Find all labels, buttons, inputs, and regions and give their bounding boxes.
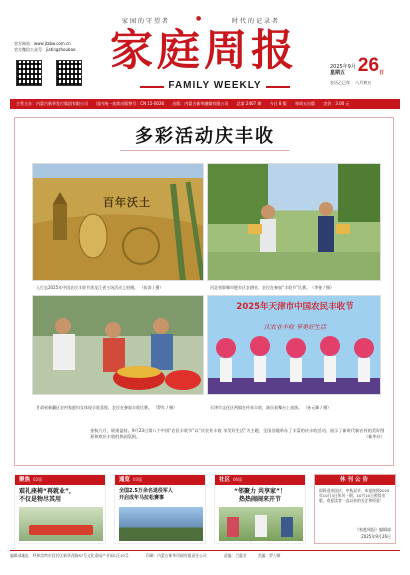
footer-designer: 美编：罗力斯 — [257, 553, 281, 558]
wechat-qr-code[interactable] — [56, 60, 82, 86]
date-box — [330, 56, 392, 85]
rice-field-text: 百年沃土 — [103, 196, 151, 209]
caption-photo-2: 河北省邯郸市肥乡区农耕业，农民在参加“丰收节”比赛。（李斐 / 摄） — [210, 285, 335, 290]
teaser-community[interactable] — [214, 474, 306, 544]
teaser-community-title-1: “邻聚力 共享家”！ — [234, 488, 286, 495]
teaser-focus-header — [15, 475, 105, 485]
lead-paragraph-text: 金秋九月，硕果盈枝。9月23日第八个中国“农民丰收节”以“庆农业丰收 享美好生活”为主题，全国各地举办了丰富的庆丰收活动，展示了新时代新农村的美好图景和欢庆丰收的热闹氛围。 — [90, 428, 385, 439]
footer-bar — [10, 550, 400, 560]
teaser-focus-section: 聚焦 — [19, 477, 31, 483]
publication-info-bar — [10, 99, 400, 109]
title-rule-left — [140, 86, 164, 88]
photo-elders-baskets[interactable] — [32, 295, 204, 395]
teaser-focus-title-1: 艰礼座椅“再就业”， — [19, 488, 75, 495]
teaser-community-header — [215, 475, 305, 485]
rice-field-illustration — [33, 164, 204, 281]
caption-photo-3-credit: （罗红 / 摄） — [153, 405, 178, 410]
caption-photo-3-text: 甘肃省新疆区农村家庭妇女体现丰收喜悦，农民在参加丰收比赛。 — [36, 405, 152, 410]
slogan-right: 时代的记录者 — [232, 18, 281, 25]
caption-photo-4 — [210, 405, 382, 410]
teaser-overview-header — [115, 475, 205, 485]
teaser-overview-section: 通览 — [119, 477, 131, 483]
caption-photo-1-credit: （张涛 / 摄） — [139, 285, 164, 290]
teaser-community-photo — [219, 507, 303, 541]
photo-tianjin-stage[interactable] — [207, 295, 381, 395]
wechat-label: 官方微信公众号：jiatingzhoubao — [14, 47, 76, 52]
caption-photo-4-text: 天津市文化区两镇在传承丰收，演员表舞台上表演。 — [210, 405, 302, 410]
caption-photo-3 — [36, 405, 204, 410]
photo-rice-field-art[interactable] — [32, 163, 204, 281]
teaser-overview-title-1: 全国2.5万余名退役军人 — [119, 488, 173, 494]
teaser-overview-page: 03版 — [133, 477, 143, 482]
website-qr-code[interactable] — [16, 60, 42, 86]
info-cn-number: 国内统一连续出版物号：CN 15-0026 — [96, 101, 165, 106]
caption-photo-1 — [36, 285, 204, 290]
newspaper-title: 家庭周报 — [110, 26, 298, 76]
teaser-community-section: 社区 — [219, 477, 231, 483]
title-rule-right — [266, 86, 290, 88]
date-day: 26 — [357, 55, 380, 76]
info-publisher: 出版：内蒙古新华融媒有限公司 — [172, 101, 229, 106]
date-weekday: 星期五 — [330, 70, 346, 76]
notice-date: 2025年9月26日 — [361, 534, 391, 539]
caption-photo-4-credit: （孙元峰 / 摄） — [303, 405, 332, 410]
notice-header: 休刊公告 — [315, 475, 395, 485]
slogan-left: 家园的守望者 — [122, 18, 171, 25]
teaser-community-title-2: 热热闹闹来开节 — [238, 496, 281, 503]
photo-carry-race[interactable] — [207, 163, 381, 281]
teaser-community-page: 06版 — [233, 477, 243, 482]
lead-paragraph — [90, 428, 385, 440]
teaser-focus-title — [15, 485, 105, 504]
teaser-community-title — [215, 485, 305, 504]
teaser-overview[interactable] — [114, 474, 206, 544]
main-headline: 多彩活动庆丰收 — [135, 126, 275, 147]
community-figure-3 — [281, 517, 293, 537]
lunar-day: 八月初五 — [355, 80, 372, 85]
teaser-overview-title — [115, 485, 205, 502]
info-sponsor: 主管主办：内蒙古新华发行集团有限公司 — [16, 101, 88, 106]
community-figure-1 — [227, 517, 239, 537]
date-day-suffix: 日 — [379, 70, 385, 76]
date-month: 2025年9月 — [330, 64, 356, 70]
stage-banner-sub: 庆农业丰收 享美好生活 — [264, 324, 326, 331]
english-title-text: FAMILY WEEKLY — [168, 80, 262, 91]
headline-rule — [120, 150, 290, 151]
red-benches — [29, 525, 93, 535]
teaser-focus[interactable] — [14, 474, 106, 544]
footer-address: 编辑部地址：呼和浩特市回民区新华西路87号文化嘉园产业园C区10号 — [10, 553, 129, 558]
masthead — [0, 0, 410, 98]
info-schedule: 每周五出版 — [295, 101, 316, 106]
info-pages: 今日 8 版 — [269, 101, 287, 106]
teaser-focus-page: 02版 — [33, 477, 43, 482]
community-figure-2 — [255, 515, 267, 537]
info-issue: 总第 2407 期 — [236, 101, 262, 106]
slogan-dot: ● — [196, 15, 202, 22]
carry-race-illustration — [208, 164, 381, 281]
lunar-year: 农历乙巳年 — [330, 80, 350, 85]
elders-illustration — [33, 296, 204, 395]
teaser-overview-title-2: 开启成年马拉松赛事 — [119, 495, 165, 501]
teaser-focus-title-2: 不仅是物尽其用 — [19, 496, 62, 503]
footer-editor: 责编：吕惠芳 — [223, 553, 247, 558]
teaser-focus-photo — [19, 507, 103, 541]
english-title — [140, 80, 290, 92]
info-price: 定价：3.00 元 — [323, 101, 350, 106]
website-label: 官方网站：www.jtzbw.com.cn — [14, 41, 71, 46]
teaser-overview-photo — [119, 507, 203, 541]
notice-box — [314, 474, 396, 544]
notice-sign: 《家庭周报》编辑部 — [355, 527, 391, 532]
stage-dancers-illustration — [208, 334, 381, 395]
footer-printer: 印刷：内蒙古新华印刷有限责任公司 — [145, 553, 207, 558]
lead-paragraph-credit: （新华社） — [364, 434, 385, 439]
notice-text: 即将迎来国庆、中秋双节，本报按照2025年10月3日休刊一期，10月10日照常出版，欢迎读者一直以来的关注和厚爱！ — [319, 488, 390, 504]
stage-banner-title: 2025年天津市中国农民丰收节 — [236, 302, 354, 312]
caption-photo-1-text: 入行去2025年中国农民丰收节黑龙江省主场活动上拍摄。 — [36, 285, 139, 290]
